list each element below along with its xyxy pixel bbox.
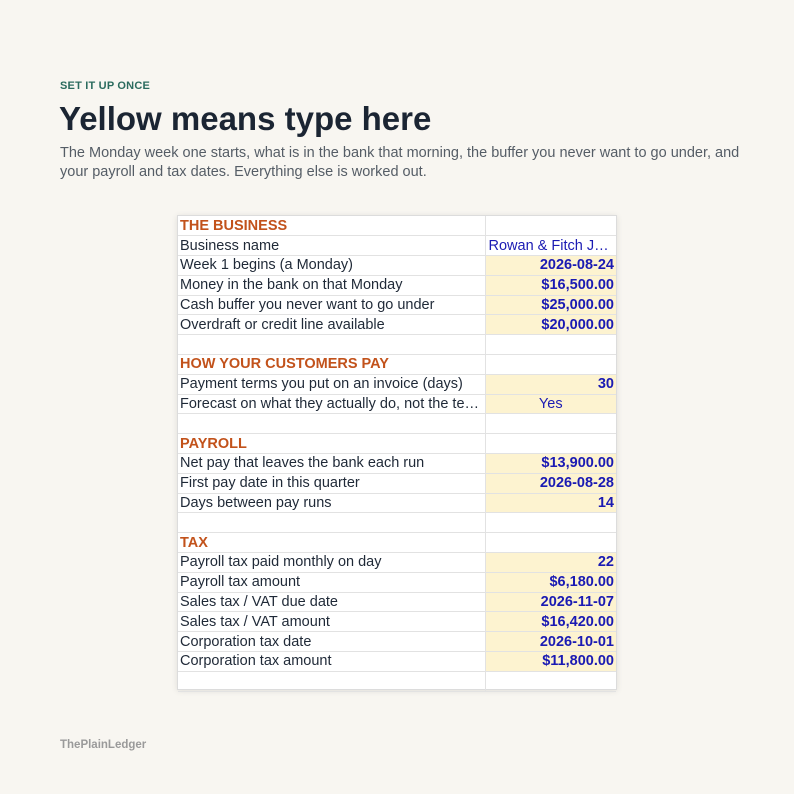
corp-tax-date-input[interactable]: 2026-10-01: [485, 632, 616, 652]
brand-footer: ThePlainLedger: [60, 739, 147, 751]
table-row: [178, 315, 616, 335]
row-label: Week 1 begins (a Monday): [178, 256, 485, 276]
page-title: Yellow means type here: [59, 100, 432, 137]
empty-cell[interactable]: [485, 533, 616, 553]
empty-cell[interactable]: [178, 335, 485, 355]
empty-cell[interactable]: [178, 414, 485, 434]
empty-cell[interactable]: [485, 335, 616, 355]
settings-table: [178, 216, 616, 692]
row-label: First pay date in this quarter: [178, 473, 485, 493]
table-row: [178, 256, 616, 276]
vat-amount-input[interactable]: $16,420.00: [485, 612, 616, 632]
table-row: [178, 493, 616, 513]
table-row: [178, 374, 616, 394]
table-row: [178, 295, 616, 315]
first-pay-date-input[interactable]: 2026-08-28: [485, 473, 616, 493]
payroll-tax-amount-input[interactable]: $6,180.00: [485, 572, 616, 592]
blank-row: [178, 671, 616, 691]
table-row: [178, 592, 616, 612]
table-row: [178, 553, 616, 573]
empty-cell[interactable]: [485, 513, 616, 533]
section-heading-business: THE BUSINESS: [178, 216, 485, 236]
opening-bank-input[interactable]: $16,500.00: [485, 275, 616, 295]
empty-cell[interactable]: [485, 434, 616, 454]
table-row: [178, 394, 616, 414]
section-header-row: [178, 533, 616, 553]
blank-row: [178, 513, 616, 533]
payroll-tax-day-input[interactable]: 22: [485, 553, 616, 573]
row-label: Business name: [178, 236, 485, 256]
row-label: Corporation tax date: [178, 632, 485, 652]
vat-due-date-input[interactable]: 2026-11-07: [485, 592, 616, 612]
table-row: [178, 652, 616, 672]
payment-terms-input[interactable]: 30: [485, 374, 616, 394]
eyebrow-label: SET IT UP ONCE: [60, 80, 150, 92]
empty-cell[interactable]: [178, 513, 485, 533]
section-header-row: [178, 216, 616, 236]
section-header-row: [178, 355, 616, 375]
row-label: Money in the bank on that Monday: [178, 275, 485, 295]
empty-cell[interactable]: [485, 671, 616, 691]
table-row: [178, 275, 616, 295]
blank-row: [178, 335, 616, 355]
row-label: Payment terms you put on an invoice (days): [178, 374, 485, 394]
empty-cell[interactable]: [485, 216, 616, 236]
empty-cell[interactable]: [178, 671, 485, 691]
page-subtitle: The Monday week one starts, what is in the bank that morning, the buffer you never want to go under, and your payroll and tax dates. Everything else is worked out.: [60, 145, 740, 180]
corp-tax-amount-input[interactable]: $11,800.00: [485, 652, 616, 672]
pay-interval-input[interactable]: 14: [485, 493, 616, 513]
settings-sheet: [177, 215, 617, 690]
row-label: Payroll tax paid monthly on day: [178, 553, 485, 573]
blank-row: [178, 414, 616, 434]
forecast-actual-select[interactable]: Yes: [485, 394, 616, 414]
cash-buffer-input[interactable]: $25,000.00: [485, 295, 616, 315]
row-label: Cash buffer you never want to go under: [178, 295, 485, 315]
business-name-input[interactable]: Rowan & Fitch J…: [485, 236, 616, 256]
section-header-row: [178, 434, 616, 454]
section-heading-payroll: PAYROLL: [178, 434, 485, 454]
table-row: [178, 632, 616, 652]
table-row: [178, 236, 616, 256]
row-label: Days between pay runs: [178, 493, 485, 513]
table-row: [178, 572, 616, 592]
table-row: [178, 612, 616, 632]
row-label: Corporation tax amount: [178, 652, 485, 672]
row-label: Sales tax / VAT due date: [178, 592, 485, 612]
section-heading-tax: TAX: [178, 533, 485, 553]
row-label: Overdraft or credit line available: [178, 315, 485, 335]
table-row: [178, 473, 616, 493]
empty-cell[interactable]: [485, 355, 616, 375]
table-row: [178, 454, 616, 474]
row-label: Payroll tax amount: [178, 572, 485, 592]
row-label: Forecast on what they actually do, not the te…: [178, 394, 485, 414]
empty-cell[interactable]: [485, 414, 616, 434]
row-label: Sales tax / VAT amount: [178, 612, 485, 632]
net-pay-input[interactable]: $13,900.00: [485, 454, 616, 474]
section-heading-customers: HOW YOUR CUSTOMERS PAY: [178, 355, 485, 375]
week-start-input[interactable]: 2026-08-24: [485, 256, 616, 276]
row-label: Net pay that leaves the bank each run: [178, 454, 485, 474]
overdraft-input[interactable]: $20,000.00: [485, 315, 616, 335]
